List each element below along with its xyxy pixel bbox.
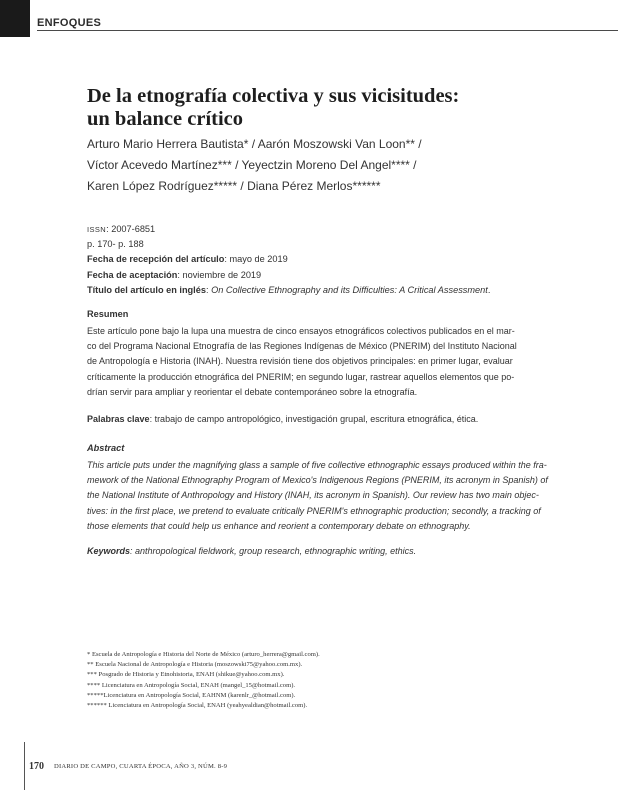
- english-title-value: On Collective Ethnography and its Difficulties: A Critical Assessment: [211, 284, 488, 295]
- keywords-en-value: : anthropological fieldwork, group research, ethnographic writing, ethics.: [130, 546, 417, 556]
- keywords-es: [87, 412, 531, 427]
- accepted-date-line: [87, 268, 557, 283]
- received-date-line: [87, 252, 557, 267]
- title-line: un balance crítico: [87, 108, 244, 130]
- resumen-line: de Antropología e Historia (INAH). Nuestra revisión tiene dos objetivos principales: en primer lugar, evaluar: [87, 356, 513, 367]
- footnote: *** Posgrado de Historia y Etnohistoria, ENAH (shikue@yahoo.com.mx).: [87, 671, 285, 679]
- pages-line: p. 170- p. 188: [87, 239, 144, 250]
- article-title: [87, 85, 557, 131]
- english-title-line: Título del artículo en inglés: On Collective Ethnography and its Difficulties: A Critical Assessment.: [87, 284, 491, 295]
- resumen-body: [87, 324, 531, 400]
- author-line: Karen López Rodríguez***** / Diana Pérez Merlos******: [87, 179, 381, 193]
- abstract-line: those elements that could help us enhance and reorient a contemporary debate on ethnography.: [87, 520, 471, 531]
- abstract-line: mework of the National Ethnography Program of Mexico's Indigenous Regions (PNERIM, its acronym in Spanish) of: [87, 475, 548, 486]
- author-line: Arturo Mario Herrera Bautista* / Aarón Moszowski Van Loon** /: [87, 137, 422, 151]
- abstract-line: This article puts under the magnifying glass a sample of five collective ethnographic essays produced within the fra-: [87, 460, 547, 470]
- abstract-line: the National Institute of Anthropology and History (INAH, its acronym in Spanish). Our review has two main objec-: [87, 490, 539, 501]
- abstract-line: tives: in the first place, we pretend to evaluate critically PNERIM's ethnographic production; secondly, a tracking of: [87, 505, 541, 516]
- section-corner-block: [0, 0, 30, 37]
- author-list: [87, 134, 567, 197]
- keywords-es-label: Palabras clave: [87, 414, 150, 424]
- keywords-en-label: Keywords: [87, 546, 131, 556]
- footer-divider: [24, 742, 25, 790]
- footnote: ****** Licenciatura en Antropología Social, ENAH (yeahyealdian@hotmail.com).: [87, 702, 308, 710]
- received-label: Fecha de recepción del artículo: [87, 254, 225, 265]
- article-metadata: [87, 222, 557, 298]
- english-title-label: Título del artículo en inglés: [87, 284, 206, 295]
- resumen-line: críticamente la producción etnográfica del PNERIM; en segundo lugar, rastrear aquellos elementos que po-: [87, 371, 515, 382]
- footnote: **** Licenciatura en Antropología Social, ENAH (mangel_15@hotmail.com).: [87, 681, 296, 689]
- resumen-line: co del Programa Nacional Etnografía de las Regiones Indígenas de México (PNERIM) del Instituto Nacional: [87, 341, 517, 352]
- author-line: Víctor Acevedo Martínez*** / Yeyectzin Moreno Del Angel**** /: [87, 158, 417, 172]
- accepted-label: Fecha de aceptación: [87, 269, 178, 280]
- issn-line: [87, 222, 557, 237]
- author-footnotes: [87, 650, 487, 711]
- resumen-heading: Resumen: [87, 309, 129, 319]
- abstract-heading: Abstract: [87, 443, 125, 453]
- accepted-value: : noviembre de 2019: [177, 269, 262, 280]
- keywords-es-value: : trabajo de campo antropológico, investigación grupal, escritura etnográfica, ética.: [149, 414, 479, 424]
- footnote: * Escuela de Antropología e Historia del Norte de México (arturo_herrera@gmail.com).: [87, 651, 320, 658]
- issn-label: ISSN: [87, 225, 107, 234]
- issn-value: : 2007-6851: [106, 224, 156, 234]
- resumen-line: Este artículo pone bajo la lupa una muestra de cinco ensayos etnográficos colectivos publicados en el mar-: [87, 326, 515, 336]
- journal-name: DIARIO DE CAMPO, CUARTA ÉPOCA, AÑO 3, NÚM. 8-9: [54, 763, 228, 770]
- received-value: : mayo de 2019: [224, 254, 288, 265]
- abstract-body: [87, 458, 548, 534]
- page-number: 170: [29, 761, 44, 772]
- section-label: ENFOQUES: [37, 17, 102, 29]
- resumen-line: drían servir para ampliar y reorientar el debate contemporáneo sobre la etnografía.: [87, 386, 418, 397]
- title-line: De la etnografía colectiva y sus vicisitudes:: [87, 85, 460, 107]
- footnote: *****Licenciatura en Antropología Social, EAHNM (karenlr_@hotmail.com).: [87, 691, 296, 699]
- section-divider: [37, 30, 618, 31]
- english-title-end: .: [487, 284, 491, 295]
- keywords-en: [87, 544, 531, 559]
- footnote: ** Escuela Nacional de Antropología e Historia (moszowski75@yahoo.com.mx).: [87, 661, 303, 669]
